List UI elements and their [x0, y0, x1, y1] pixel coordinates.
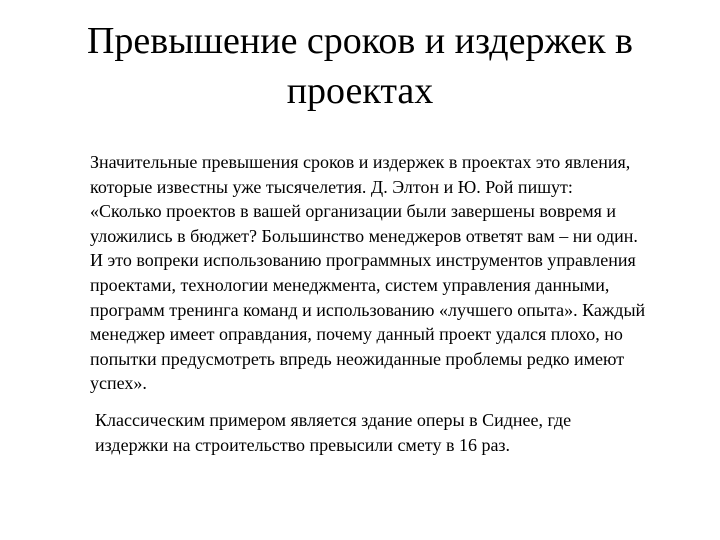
- paragraph-line: программ тренинга команд и использованию «лучшего опыта». Каждый: [90, 299, 646, 320]
- paragraph-line: успех».: [90, 373, 147, 394]
- example-line: Классическим примером является здание оперы в Сиднее, где: [95, 410, 572, 430]
- example-line: издержки на строительство превысили смету в 16 раз.: [95, 434, 511, 455]
- slide-title-line-2: проектах: [286, 70, 434, 112]
- slide-title: [20, 16, 700, 116]
- paragraph-line: уложились в бюджет? Большинство менеджеров ответят вам – ни один.: [90, 225, 638, 246]
- slide-title-line-1: Превышение сроков и издержек в: [86, 20, 633, 62]
- paragraph-line: «Сколько проектов в вашей организации были завершены вовремя и: [90, 201, 617, 222]
- paragraph-line: которые известны уже тысячелетия. Д. Элтон и Ю. Рой пишут:: [90, 176, 573, 197]
- example-paragraph: [95, 408, 695, 457]
- paragraph-line: И это вопреки использованию программных инструментов управления: [90, 250, 636, 271]
- paragraph-line: попытки предусмотреть впредь неожиданные проблемы редко имеют: [90, 348, 625, 369]
- paragraph-line: Значительные превышения сроков и издержек в проектах это явления,: [90, 152, 631, 172]
- main-paragraph: [90, 150, 716, 396]
- paragraph-line: менеджер имеет оправдания, почему данный проект удался плохо, но: [90, 324, 623, 345]
- paragraph-line: проектами, технологии менеджмента, систем управления данными,: [90, 274, 610, 295]
